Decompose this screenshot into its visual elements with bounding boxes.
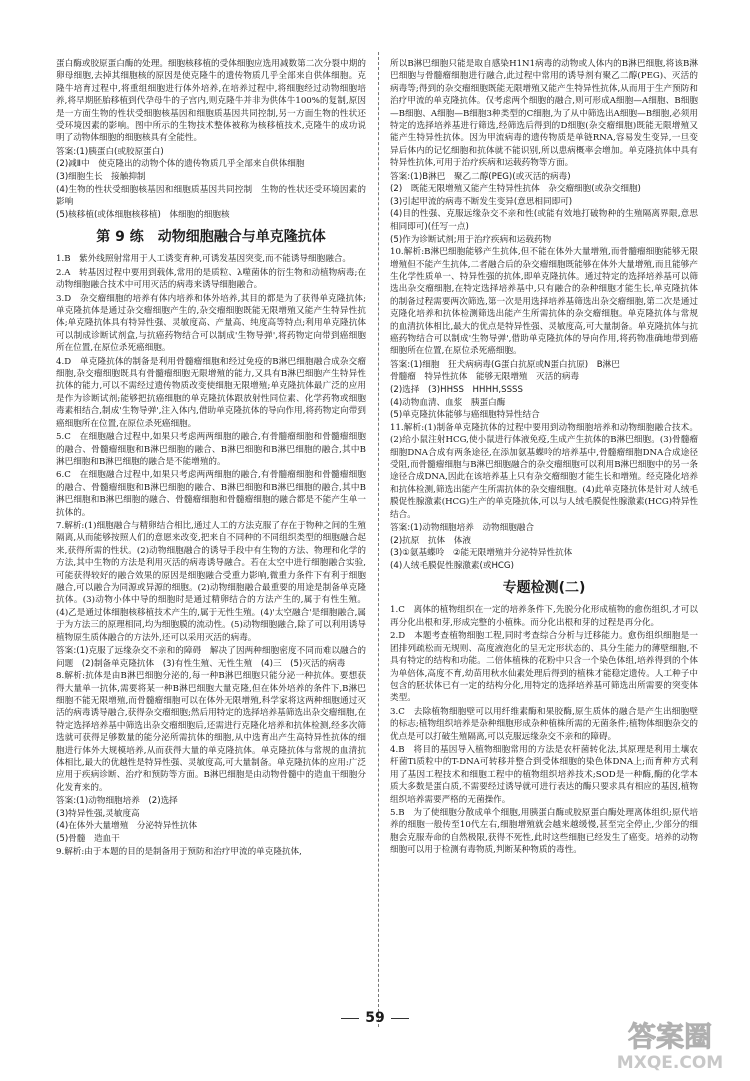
paragraph: 蛋白酶或胶原蛋白酶的处理。细胞核移植的受体细胞应选用减数第二次分裂中期的卵母细胞,去掉其细胞核的原因是使克隆牛的遗传物质几乎全部来自供体细胞。克隆牛培育过程中,将重组细胞进行体外培养,在培养过程中,将细胞经过动物细胞培养,将早期胚胎移植到代孕母牛的子宫内,则克隆牛并非为供体牛100%的复制,原因是一方面生物的性状受细胞核基因和细胞质基因共同控制,另一方面生物的性状还受环境因素的影响。图中所示的生物技术整体被称为核移植技术,克隆牛的成功说明了动物体细胞的细胞核具有全能性。 bbox=[56, 59, 366, 144]
answer-line: (5)单克隆抗体能够与癌细胞特异性结合 bbox=[390, 410, 540, 421]
question-9: 9.解析:由于本题的目的是制备用于预防和治疗甲流的单克隆抗体, bbox=[56, 846, 302, 857]
dash-right bbox=[391, 1018, 409, 1019]
exam-question-3: 3.C 去除植物细胞壁可以用纤维素酶和果胶酶,原生质体的融合是产生出细胞壁的标志;植物组织培养是杂种细胞形成杂种植株所需的无菌条件;植物体细胞杂交的优点是可以打破生殖隔离,可以克服远缘杂交不亲和的障碍。 bbox=[390, 706, 698, 742]
section-title: 第 9 练 动物细胞融合与单克隆抗体 bbox=[96, 229, 326, 246]
exam-question-1: 1.C 离体的植物组织在一定的培养条件下,先脱分化形成植物的愈伤组织,才可以再分化出根和芽,形成完整的小植株。而分化出根和芽的过程是再分化。 bbox=[390, 605, 698, 628]
answer-line: (5)核移植(或体细胞核移植) 体细胞的细胞核 bbox=[56, 209, 230, 220]
answer-line: (2) 既能无限增殖又能产生特异性抗体 杂交瘤细胞(或杂交细胞) bbox=[390, 184, 641, 195]
exam-question-4: 4.B 将目的基因导入植物细胞常用的方法是农杆菌转化法,其原理是利用土壤农杆菌Ti质粒中的T-DNA可转移并整合到受体细胞的染色体DNA上;而育种方式利用了基因工程技术和细胞工程中的植物组织培养技术;SOD是一种酶,酶的化学本质大多数是蛋白质,不需要经过诱导就可进行表达的酶只要求具有相应的基因,植物组织培养需要严格的无菌操作。 bbox=[390, 744, 698, 805]
answer-line: (3)细胞生长 接触抑制 bbox=[56, 172, 146, 183]
svg-text:答案圈: 答案圈 bbox=[627, 1020, 713, 1053]
question-11: 11.解析:(1)制备单克隆抗体的过程中要用到动物细胞培养和动物细胞融合技术。(2)给小鼠注射HCG,使小鼠进行体液免疫,生成产生抗体的B淋巴细胞。(3)骨髓瘤细胞DNA合成有两条途径,在添加氨基蝶呤的培养基中,骨髓瘤细胞DNA合成途径受阻,而骨髓瘤细胞与B淋巴细胞融合的杂交瘤细胞可以利用B淋巴细胞中的另一条途径合成DNA,因此在该培养基上只有杂交瘤细胞才能生长和增殖。经克隆化培养和抗体检测,筛选出能产生所需抗体的杂交瘤细胞。(4)此单克隆抗体是针对人绒毛膜促性腺激素(HCG)生产的单克隆抗体,可以与人绒毛膜促性腺激素(HCG)特异性结合。 bbox=[390, 422, 698, 520]
question-3: 3.D 杂交瘤细胞的培养有体内培养和体外培养,其目的都是为了获得单克隆抗体;单克隆抗体是通过杂交瘤细胞产生的,杂交瘤细胞既能无限增殖又能产生特异性抗体;单克隆抗体具有特异性强、灵敏度高、产量高、纯度高等特点;利用单克隆抗体可以制成诊断试剂盒,与抗癌药物结合可以制成'生物导弹',将药物定向带到癌细胞所在位置,在原位杀死癌细胞。 bbox=[56, 293, 366, 354]
question-2: 2.A 转基因过程中要用到载体,常用的是质粒、λ噬菌体的衍生物和动植物病毒;在动物细胞融合技术中可用灭活的病毒来诱导细胞融合。 bbox=[56, 267, 366, 291]
question-4: 4.D 单克隆抗体的制备是利用骨髓瘤细胞和经过免疫的B淋巴细胞融合成杂交瘤细胞,杂交瘤细胞既具有骨髓瘤细胞无限增殖的能力,又具有B淋巴细胞产生特异性抗体的能力,可以不需经过遗传物质改变使细胞无限增殖;单克隆抗体最广泛的应用是作为诊断试剂;能够把抗癌细胞的单克隆抗体跟放射性同位素、化学药物或细胞毒素相结合,制成'生物导弹',注入体内,借助单克隆抗体的导向作用,将药物定向带到癌细胞所在位置,在原位杀死癌细胞。 bbox=[56, 356, 366, 429]
answer-line: (4)生物的性状受细胞核基因和细胞质基因共同控制 生物的性状还受环境因素的影响 bbox=[56, 184, 366, 208]
section-title: 专题检测(二) bbox=[502, 580, 586, 597]
dash-left bbox=[341, 1018, 359, 1019]
question-1: 1.B 紫外线照射常用于人工诱变育种,可诱发基因突变,而不能诱导细胞融合。 bbox=[56, 254, 351, 265]
question-9-cont: 所以B淋巴细胞只能是取自感染H1N1病毒的动物或人体内的B淋巴细胞,将该B淋巴细胞与骨髓瘤细胞进行融合,此过程中常用的诱导剂有聚乙二醇(PEG)、灭活的病毒等;得到的杂交瘤细胞既能无限增殖又能产生特异性抗体,从而用于生产预防和治疗甲流的单克隆抗体。仅考虑两个细胞的融合,则可形成A细胞—A细胞、B细胞—B细胞、A细胞—B细胞3种类型的C细胞,为了从中筛选出A细胞—B细胞,必须用特定的选择培养基进行筛选,经筛选后得到的D细胞(杂交瘤细胞)既能无限增殖又能产生特异性抗体。因为甲流病毒的遗传物质是单链RNA,容易发生变异,一旦变异后体内的记忆细胞和抗体就不能识别,所以患病概率会增加。单克隆抗体中具有特异性抗体,可用于治疗疾病和运载药物等方面。 bbox=[390, 59, 698, 169]
answer-line: (2)减Ⅱ中 使克隆出的动物个体的遗传物质几乎全部来自供体细胞 bbox=[56, 159, 305, 170]
question-6: 6.C 在细胞融合过程中,如果只考虑两两细胞的融合,有骨髓瘤细胞和骨髓瘤细胞的融合、骨髓瘤细胞和B淋巴细胞的融合、B淋巴细胞和B淋巴细胞的融合,其中B淋巴细胞和B淋巴细胞的融合、骨髓瘤细胞和骨髓瘤细胞的融合都是不能产生单一抗体的。 bbox=[56, 470, 366, 518]
answer-line: (4)人绒毛膜促性腺激素(或HCG) bbox=[390, 560, 514, 571]
answer-line: 答案:(1)细胞 狂犬病病毒(G蛋白抗原或N蛋白抗原) B淋巴 bbox=[390, 359, 620, 370]
right-column bbox=[390, 58, 698, 858]
answer-line: (2)抗原 抗体 体液 bbox=[390, 535, 471, 546]
question-10: 10.解析:B淋巴细胞能够产生抗体,但不能在体外大量增殖,而骨髓瘤细胞能够无限增殖但不能产生抗体,二者融合后的杂交瘤细胞既能够在体外大量增殖,而且能够产生化学性质单一、特异性强的抗体,即单克隆抗体。通过特定的选择培养基可以筛选出杂交瘤细胞,在特定选择培养基中,只有融合的杂种细胞才能生长,单克隆抗体的制备过程需要两次筛选,第一次是用选择培养基筛选出杂交瘤细胞,第二次是通过克隆化培养和抗体检测筛选出能产生所需抗体的杂交瘤细胞。单克隆抗体与常规的血清抗体相比,最大的优点是特异性强、灵敏度高,可大量制备。单克隆抗体与抗癌药物结合可以制成'生物导弹',借助单克隆抗体的导向作用,将药物准确地带到癌细胞所在位置,在原位杀死癌细胞。 bbox=[390, 247, 698, 357]
exam-question-2: 2.D 本题考查植物细胞工程,同时考查综合分析与迁移能力。愈伤组织细胞是一团排列疏松而无规则、高度液泡化的呈无定形状态的、具分生能力的薄壁细胞,不具有特定的结构和功能。二倍体植株的花粉中只含一个染色体组,培养得到的个体为单倍体,高度不育,幼苗用秋水仙素处理后得到的植株才能稳定遗传。人工种子中包含的胚状体已有一定的结构分化,用特定的选择培养基可筛选出所需要的突变体类型。 bbox=[390, 631, 698, 704]
answer-line: (3)①氨基蝶呤 ②能无限增殖并分泌特异性抗体 bbox=[390, 548, 573, 559]
answer-line: 骨髓瘤 特异性抗体 能够无限增殖 灭活的病毒 bbox=[390, 372, 580, 383]
question-5: 5.C 在细胞融合过程中,如果只考虑两两细胞的融合,有骨髓瘤细胞和骨髓瘤细胞的融合、骨髓瘤细胞和B淋巴细胞的融合、B淋巴细胞和B淋巴细胞的融合,其中B淋巴细胞和B淋巴细胞的融合是不能增殖的。 bbox=[56, 432, 366, 467]
answer-line: 答案:(1)胰蛋白(或胶原蛋白) bbox=[56, 146, 164, 157]
answer-line: 答案:(1)动物细胞培养 动物细胞融合 bbox=[390, 523, 534, 534]
answer-block bbox=[56, 146, 366, 222]
answer-line: 答案:(1)B淋巴 聚乙二醇(PEG)(或灭活的病毒) bbox=[390, 171, 571, 182]
answer-line: (2)选择 (3)HHSS HHHH,SSSS bbox=[390, 385, 523, 396]
answer-line: 答案:(1)动物细胞培养 (2)选择 bbox=[56, 796, 178, 807]
svg-text:MXQE.COM: MXQE.COM bbox=[616, 1053, 724, 1073]
column-divider bbox=[378, 52, 379, 1027]
answer-line: (5)骨髓 造血干 bbox=[56, 834, 120, 845]
page-number bbox=[330, 1012, 420, 1024]
watermark-icon bbox=[600, 1010, 740, 1076]
question-8: 8.解析:抗体是由B淋巴细胞分泌的,每一种B淋巴细胞只能分泌一种抗体。要想获得大量单一抗体,需要将某一种B淋巴细胞大量克隆,但在体外培养的条件下,B淋巴细胞不能无限增殖,而骨髓瘤细胞可以在体外无限增殖,科学家将这两种细胞通过灭活的病毒诱导融合,获得杂交瘤细胞;然后用特定的选择培养基筛选出杂交瘤细胞,在特定选择培养基中筛选出杂交瘤细胞后,还需进行克隆化培养和抗体检测,经多次筛选就可获得足够数量的能分泌所需抗体的细胞,从中选育出产生高特异性抗体的细胞进行体外大规模培养,从而获得大量的单克隆抗体。单克隆抗体与常规的血清抗体相比,最大的优越性是特异性强、灵敏度高,可大量制备。单克隆抗体的应用:广泛应用于疾病诊断、治疗和预防等方面。B淋巴细胞是由动物骨髓中的造血干细胞分化发育来的。 bbox=[56, 671, 366, 793]
exam-question-5: 5.B 为了使细胞分散成单个细胞,用胰蛋白酶或胶原蛋白酶处理离体组织;原代培养的细胞一般传至10代左右,细胞增殖就会越来越缓慢,甚至完全停止,少部分的细胞会克服寿命的自然极限,获得不死性,此时这些细胞已经发生了癌变。培养的动物细胞可以用于检测有毒物质,判断某种物质的毒性。 bbox=[390, 807, 698, 856]
page-number-text: 59 bbox=[365, 1010, 385, 1026]
answer-line: 答案:(1)克服了远缘杂交不亲和的障碍 解决了因两种细胞密度不同而难以融合的问题 (2)制备单克隆抗体 (3)有性生殖、无性生殖 (4)三 (5)灭活的病毒 bbox=[56, 646, 366, 669]
watermark-logo bbox=[600, 1010, 740, 1076]
left-column bbox=[56, 58, 366, 859]
answer-line: (5)作为诊断试剂;用于治疗疾病和运载药物 bbox=[390, 234, 552, 245]
answer-line: (4)在体外大量增殖 分泌特异性抗体 bbox=[56, 821, 198, 832]
answer-line: (3)引起甲流的病毒不断发生变异(意思相同即可) bbox=[390, 196, 573, 207]
answer-line: (4)动物血清、血浆 胰蛋白酶 bbox=[390, 397, 506, 408]
answer-line: (3)特异性强,灵敏度高 bbox=[56, 808, 140, 819]
answer-line: (4)目的性强、克服远缘杂交不亲和性(或能有效地打破物种的生殖隔离界限,意思相同即可)(任写一点) bbox=[390, 209, 698, 233]
question-7: 7.解析:(1)细胞融合与精卵结合相比,通过人工的方法克服了存在于物种之间的生殖隔离,从而能够按照人们的意愿来改变,把来自不同种的不同组织类型的细胞融合起来,获得所需的性状。(2)动物细胞融合的诱导手段中有生物的方法、物理和化学的方法,其中生物的方法是利用灭活的病毒诱导融合。若在太空中进行细胞融合实验,可能获得较好的融合效果的原因是细胞融合受重力影响,微重力条件下有利于细胞融合,可以融合为同源或异源的细胞。(2)动物细胞融合最重要的用途是制备单克隆抗体。(3)动物小体中导的细胞时是通过精卵结合的方法产生的,属于有性生殖。(4)乙是通过体细胞核移植技术产生的,属于无性生殖。(4)'太空融合'是细胞融合,属于为方法三的原理相同,均为细胞膜的流动性。(5)动物细胞融合,除了可以利用诱导植物原生质体融合的方法外,还可以采用灭活的病毒。 bbox=[56, 520, 366, 643]
